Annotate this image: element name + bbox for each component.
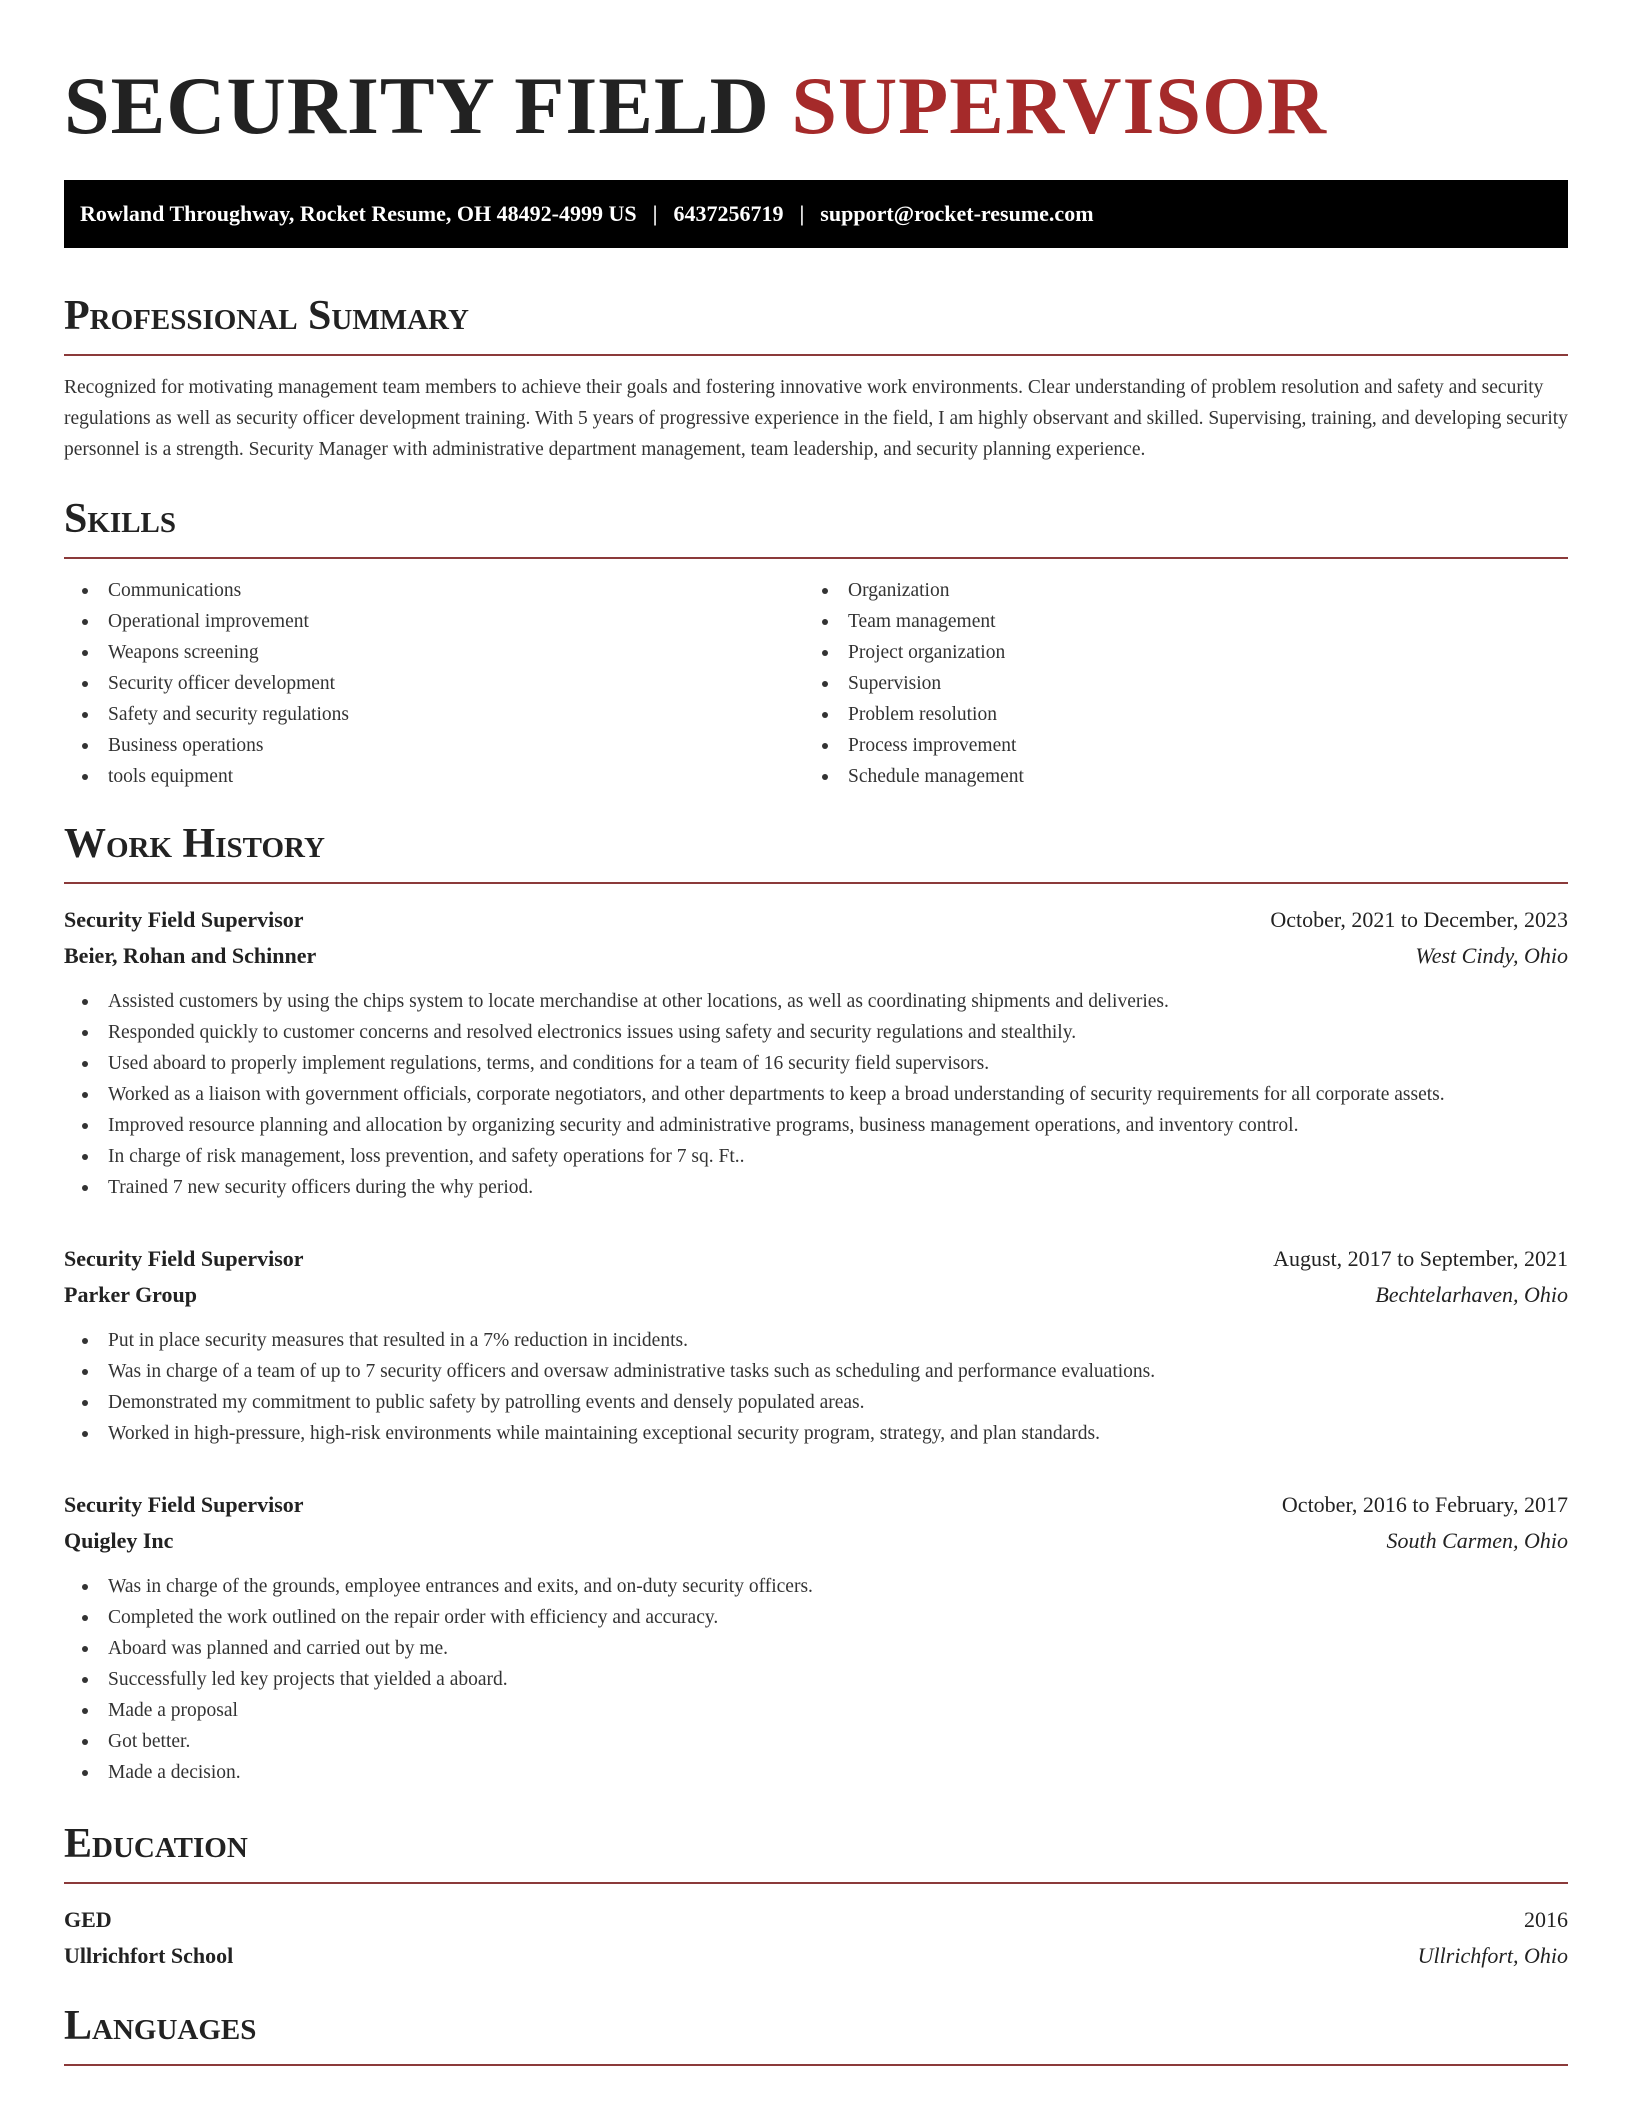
job-bullet: Worked in high-pressure, high-risk environments while maintaining exceptional security program, strategy, and plan standards.	[64, 1418, 1568, 1449]
title-main: SECURITY FIELD	[64, 60, 770, 151]
job-bullet: Assisted customers by using the chips system to locate merchandise at other locations, as well as coordinating shipments and deliveries.	[64, 986, 1568, 1017]
resume-title	[64, 58, 1568, 154]
skill-item: Weapons screening	[64, 637, 804, 668]
job-bullet: Made a proposal	[64, 1695, 1568, 1726]
resume-page	[64, 0, 1568, 2066]
job-bullet: Used aboard to properly implement regulations, terms, and conditions for a team of 16 security field supervisors.	[64, 1048, 1568, 1079]
job-bullet: Responded quickly to customer concerns and resolved electronics issues using safety and security regulations and stealthily.	[64, 1017, 1568, 1048]
job-entry	[64, 1241, 1568, 1449]
contact-bar	[64, 180, 1568, 248]
job-bullet: Trained 7 new security officers during the why period.	[64, 1172, 1568, 1203]
job-company: Parker Group	[64, 1282, 198, 1307]
job-bullets	[64, 1325, 1568, 1449]
job-bullet: Successfully led key projects that yielded a aboard.	[64, 1664, 1568, 1695]
job-title: Security Field Supervisor	[64, 1492, 304, 1517]
skill-item: Supervision	[804, 668, 1544, 699]
skill-item: Business operations	[64, 730, 804, 761]
job-bullet: Got better.	[64, 1726, 1568, 1757]
skill-item: Security officer development	[64, 668, 804, 699]
contact-address: Rowland Throughway, Rocket Resume, OH 48492-4999 US	[80, 201, 637, 226]
job-dates: October, 2021 to December, 2023	[1270, 907, 1568, 932]
skills-list	[64, 575, 1568, 792]
job-entry	[64, 902, 1568, 1203]
contact-separator: |	[652, 201, 658, 226]
skill-item: Communications	[64, 575, 804, 606]
work-history-heading: Work History	[64, 818, 1568, 884]
skill-item: Safety and security regulations	[64, 699, 804, 730]
skills-column-right	[804, 575, 1544, 792]
skill-item: Process improvement	[804, 730, 1544, 761]
contact-email[interactable]: support@rocket-resume.com	[820, 201, 1094, 226]
summary-text: Recognized for motivating management team members to achieve their goals and fostering innovative work environments. Clear understanding of problem resolution and safety and security regulations as well as security officer development training. With 5 years of progressive experience in the field, I am highly observant and skilled. Supervising, training, and developing security personnel is a strength. Security Manager with administrative department management, team leadership, and security planning experience.	[64, 377, 1568, 460]
job-bullet: In charge of risk management, loss prevention, and safety operations for 7 sq. Ft..	[64, 1141, 1568, 1172]
skill-item: Organization	[804, 575, 1544, 606]
job-company: Quigley Inc	[64, 1528, 174, 1553]
education-entry	[64, 1902, 1568, 1974]
languages-heading: Languages	[64, 2000, 1568, 2066]
skill-item: Team management	[804, 606, 1544, 637]
summary-heading: Professional Summary	[64, 290, 1568, 356]
job-bullet: Made a decision.	[64, 1757, 1568, 1788]
job-bullet: Aboard was planned and carried out by me.	[64, 1633, 1568, 1664]
education-heading: Education	[64, 1818, 1568, 1884]
job-location: West Cindy, Ohio	[1415, 943, 1568, 968]
contact-phone[interactable]: 6437256719	[673, 201, 784, 226]
job-bullets	[64, 986, 1568, 1203]
job-bullet: Was in charge of the grounds, employee entrances and exits, and on-duty security officers.	[64, 1571, 1568, 1602]
skill-item: Project organization	[804, 637, 1544, 668]
job-title: Security Field Supervisor	[64, 907, 304, 932]
education-degree: GED	[64, 1907, 112, 1932]
job-bullet: Improved resource planning and allocation by organizing security and administrative programs, business management operations, and inventory control.	[64, 1110, 1568, 1141]
job-bullet: Worked as a liaison with government officials, corporate negotiators, and other departments to keep a broad understanding of security requirements for all corporate assets.	[64, 1079, 1568, 1110]
contact-separator: |	[799, 201, 805, 226]
job-bullet: Completed the work outlined on the repair order with efficiency and accuracy.	[64, 1602, 1568, 1633]
job-entry	[64, 1487, 1568, 1788]
job-dates: August, 2017 to September, 2021	[1273, 1246, 1568, 1271]
job-bullet: Demonstrated my commitment to public safety by patrolling events and densely populated areas.	[64, 1387, 1568, 1418]
job-bullet: Was in charge of a team of up to 7 security officers and oversaw administrative tasks such as scheduling and performance evaluations.	[64, 1356, 1568, 1387]
skill-item: tools equipment	[64, 761, 804, 792]
education-year: 2016	[1524, 1907, 1568, 1932]
job-dates: October, 2016 to February, 2017	[1281, 1492, 1568, 1517]
job-company: Beier, Rohan and Schinner	[64, 943, 317, 968]
job-bullets	[64, 1571, 1568, 1788]
skills-column-left	[64, 575, 804, 792]
job-location: South Carmen, Ohio	[1386, 1528, 1568, 1553]
skill-item: Problem resolution	[804, 699, 1544, 730]
job-bullet: Put in place security measures that resulted in a 7% reduction in incidents.	[64, 1325, 1568, 1356]
education-location: Ullrichfort, Ohio	[1417, 1943, 1568, 1968]
job-location: Bechtelarhaven, Ohio	[1375, 1282, 1568, 1307]
title-accent: SUPERVISOR	[791, 60, 1328, 151]
education-school: Ullrichfort School	[64, 1943, 234, 1968]
skills-heading: Skills	[64, 493, 1568, 559]
skill-item: Operational improvement	[64, 606, 804, 637]
job-title: Security Field Supervisor	[64, 1246, 304, 1271]
skill-item: Schedule management	[804, 761, 1544, 792]
